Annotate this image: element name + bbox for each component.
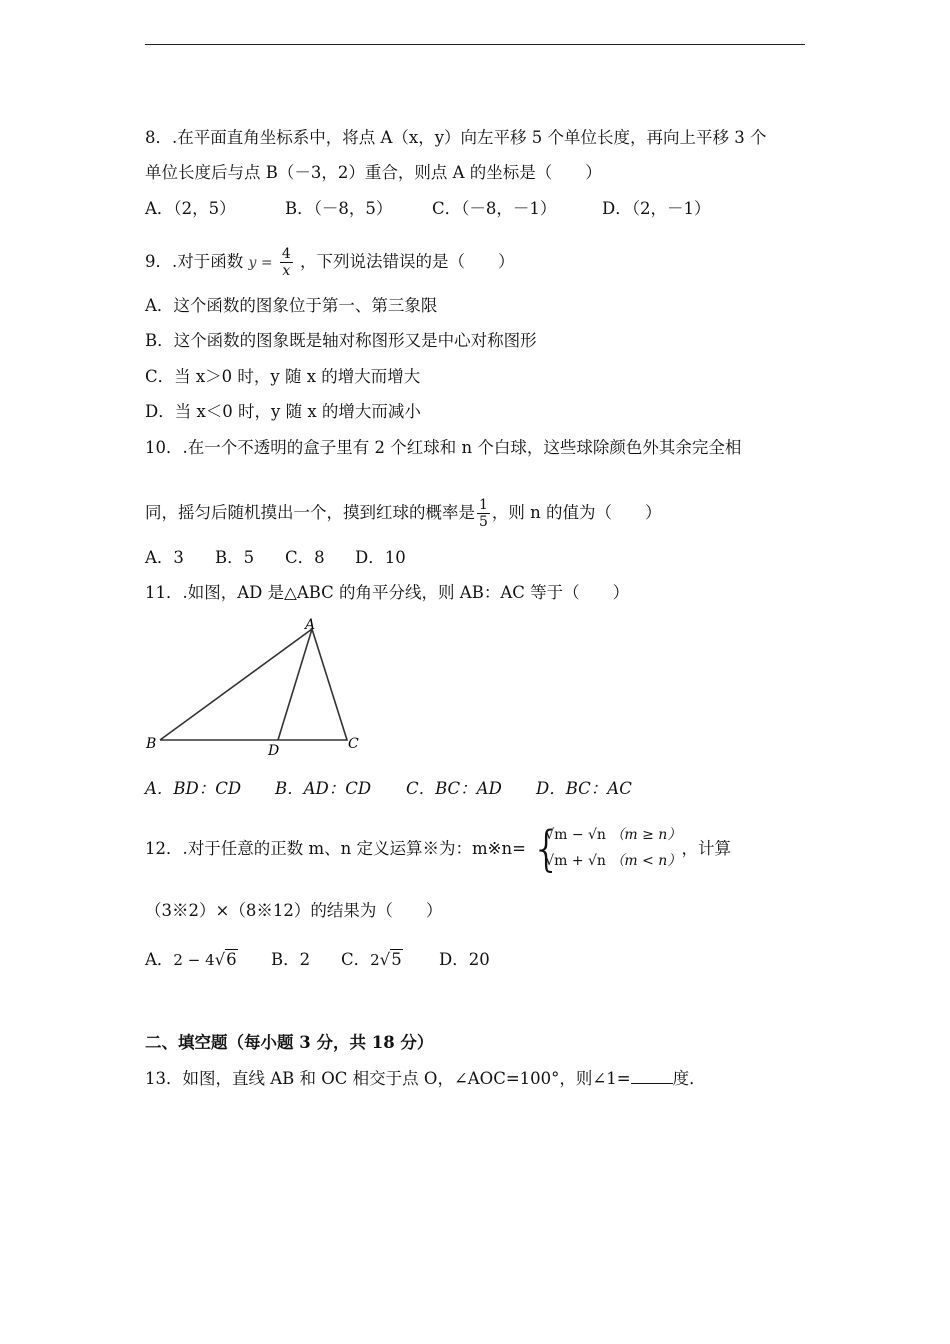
q10-option-d[interactable]: D．10 bbox=[355, 548, 406, 567]
q9-option-c[interactable]: C．当 x＞0 时，y 随 x 的增大而增大 bbox=[145, 367, 421, 386]
q10-line2-pre: 同，摇匀后随机摸出一个，摸到红球的概率是 bbox=[145, 503, 475, 522]
q12-stem bbox=[145, 820, 731, 877]
q11-option-b[interactable]: B．AD：CD bbox=[275, 779, 372, 798]
label-d: D bbox=[268, 743, 280, 759]
triangle-abc bbox=[160, 629, 347, 740]
label-b: B bbox=[146, 736, 157, 752]
q8-option-c[interactable]: C．（－8，－1） bbox=[432, 199, 557, 218]
q10-line2 bbox=[145, 497, 662, 530]
q8-line1: 8．.在平面直角坐标系中，将点 A（x，y）向左平移 5 个单位长度，再向上平移 3 个 bbox=[145, 128, 767, 147]
q11-option-d[interactable]: D．BC：AC bbox=[536, 779, 632, 798]
q12-stem-pre: 12．.对于任意的正数 m、n 定义运算※为：m※n= bbox=[145, 839, 526, 858]
q12-option-b[interactable]: B．2 bbox=[271, 950, 311, 969]
q12-options bbox=[145, 949, 490, 971]
bisector-ad bbox=[278, 629, 312, 740]
q8-options bbox=[145, 198, 710, 220]
q12-stem-post: ，计算 bbox=[681, 839, 731, 858]
q10-line2-post: ，则 n 的值为（ ） bbox=[491, 503, 662, 522]
section-fill-in-title: 二、填空题（每小题 3 分，共 18 分） bbox=[145, 1033, 434, 1052]
header-rule bbox=[145, 44, 805, 45]
q10-frac-num: 1 bbox=[479, 497, 488, 513]
q13-stem-pre: 13．如图，直线 AB 和 OC 相交于点 O，∠AOC=100°，则∠1= bbox=[145, 1069, 631, 1088]
q13-stem bbox=[145, 1068, 706, 1090]
q9-stem-pre: 9．.对于函数 bbox=[145, 252, 244, 271]
q11-option-a[interactable]: A．BD：CD bbox=[145, 779, 242, 798]
q11-triangle-figure bbox=[140, 612, 380, 762]
q11-option-c[interactable]: C．BC：AD bbox=[406, 779, 502, 798]
q9-option-d[interactable]: D．当 x＜0 时，y 随 x 的增大而减小 bbox=[145, 402, 421, 421]
q9-function-fraction bbox=[280, 246, 293, 279]
q9-frac-den: x bbox=[282, 263, 291, 279]
q12-option-a[interactable]: A．2 − 4√6 bbox=[145, 950, 237, 969]
q10-probability-fraction bbox=[477, 497, 490, 530]
q12-option-c[interactable]: C．2√5 bbox=[341, 950, 402, 969]
q10-option-a[interactable]: A．3 bbox=[145, 548, 184, 567]
q13-answer-blank[interactable] bbox=[631, 1068, 673, 1084]
q11-stem: 11．.如图，AD 是△ABC 的角平分线，则 AB：AC 等于（ ） bbox=[145, 583, 630, 602]
q9-frac-num: 4 bbox=[281, 246, 291, 262]
q10-frac-den: 5 bbox=[479, 514, 488, 530]
q13-stem-post: 度． bbox=[672, 1069, 706, 1088]
q12-case1-expr: √m − √n bbox=[545, 826, 606, 843]
q10-options bbox=[145, 547, 406, 569]
q9-function-lhs: y = bbox=[248, 255, 273, 271]
q12-case2-expr: √m + √n bbox=[545, 852, 606, 869]
q8-option-b[interactable]: B．（－8，5） bbox=[285, 199, 393, 218]
q12-line2: （3※2）×（8※12）的结果为（ ） bbox=[145, 901, 443, 920]
q12-case2-cond: （m < n） bbox=[610, 852, 682, 869]
q10-line1: 10．.在一个不透明的盒子里有 2 个红球和 n 个白球，这些球除颜色外其余完全相 bbox=[145, 438, 742, 457]
label-a: A bbox=[305, 617, 316, 633]
q9-option-b[interactable]: B．这个函数的图象既是轴对称图形又是中心对称图形 bbox=[145, 331, 537, 350]
q8-line2: 单位长度后与点 B（－3，2）重合，则点 A 的坐标是（ ） bbox=[145, 163, 602, 182]
q8-option-a[interactable]: A．（2，5） bbox=[145, 199, 236, 218]
q9-option-a[interactable]: A．这个函数的图象位于第一、第三象限 bbox=[145, 296, 438, 315]
q12-option-d[interactable]: D．20 bbox=[439, 950, 490, 969]
q9-stem bbox=[145, 246, 515, 279]
q11-options bbox=[145, 778, 632, 800]
q12-case1-cond: （m ≥ n） bbox=[610, 826, 682, 843]
label-c: C bbox=[348, 736, 359, 752]
q8-option-d[interactable]: D．（2，－1） bbox=[602, 199, 711, 218]
q12-piecewise-definition: { √m − √n （m ≥ n） √m + √n （m < n） bbox=[531, 820, 682, 877]
q10-option-c[interactable]: C．8 bbox=[285, 548, 325, 567]
q9-stem-post: ，下列说法错误的是（ ） bbox=[300, 252, 515, 271]
q10-option-b[interactable]: B．5 bbox=[215, 548, 255, 567]
